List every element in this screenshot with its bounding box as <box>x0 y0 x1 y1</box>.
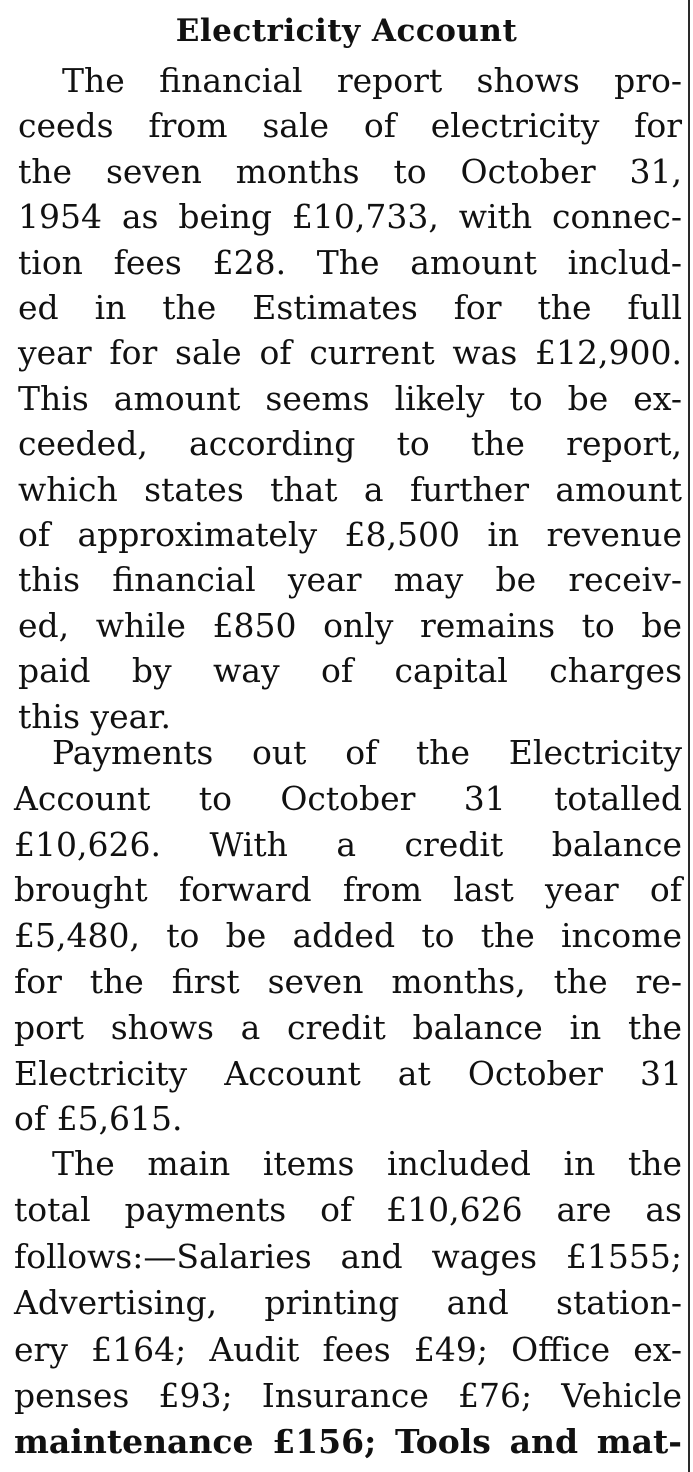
text-line <box>0 103 693 149</box>
text-line-content: port shows a credit balance in the <box>14 1007 682 1047</box>
text-line-content: £5,480, to be added to the income <box>14 916 682 956</box>
text-line <box>0 330 693 376</box>
text-line-content: Electricity Account at October 31 <box>14 1053 682 1093</box>
text-line <box>0 648 693 694</box>
text-line <box>0 376 693 422</box>
text-line <box>0 730 693 776</box>
text-line <box>0 1373 693 1419</box>
text-line <box>0 285 693 331</box>
text-line-content: ed, while £850 only remains to be <box>18 605 682 645</box>
text-line <box>0 467 693 513</box>
text-line-content: maintenance £156; Tools and mat- <box>14 1422 682 1462</box>
text-line <box>0 867 693 913</box>
text-line-content: 1954 as being £10,733, with connec- <box>18 197 682 237</box>
text-line-content: ceeds from sale of electricity for <box>18 106 682 146</box>
text-line <box>0 1419 693 1465</box>
text-line-content: the seven months to October 31, <box>18 151 682 191</box>
text-line-content: penses £93; Insurance £76; Vehicle <box>14 1376 682 1415</box>
text-line <box>0 557 693 603</box>
text-line-content: of £5,615. <box>14 1099 183 1139</box>
text-line <box>0 1234 693 1280</box>
text-line <box>0 194 693 240</box>
article-heading: Electricity Account <box>175 13 518 49</box>
text-line-content: this financial year may be receiv- <box>18 560 682 600</box>
text-line-content: paid by way of capital charges <box>18 651 682 691</box>
text-line-content: tion fees £28. The amount includ- <box>18 242 682 282</box>
text-line-content: total payments of £10,626 are as <box>14 1190 682 1230</box>
text-line-content: Payments out of the Electricity <box>52 733 682 772</box>
text-line <box>0 822 693 868</box>
text-line-content: Account to October 31 totalled <box>14 778 682 818</box>
text-line <box>0 58 693 104</box>
text-line <box>0 776 693 822</box>
text-line <box>0 1051 693 1097</box>
text-line-content: brought forward from last year of <box>14 870 682 910</box>
text-line-content: for the first seven months, the re- <box>14 962 682 1001</box>
text-line <box>0 421 693 467</box>
text-line-content: of approximately £8,500 in revenue <box>18 515 682 554</box>
text-line-content: The financial report shows pro- <box>62 61 682 100</box>
text-line-content: Advertising, printing and station- <box>14 1283 682 1323</box>
text-line <box>0 959 693 1005</box>
text-line-content: ery £164; Audit fees £49; Office ex- <box>14 1329 682 1369</box>
text-line-content: year for sale of current was £12,900. <box>18 333 682 373</box>
text-line-content: which states that a further amount <box>18 469 682 509</box>
text-line <box>0 1005 693 1051</box>
text-line <box>0 149 693 195</box>
text-line-content: this year. <box>18 696 171 736</box>
text-line <box>0 913 693 959</box>
text-line <box>0 1187 693 1233</box>
text-line <box>0 603 693 649</box>
text-line-content: The main items included in the <box>52 1144 682 1183</box>
text-line <box>0 512 693 558</box>
text-line-content: This amount seems likely to be ex- <box>18 378 682 418</box>
text-line <box>0 240 693 286</box>
text-line <box>0 1327 693 1373</box>
text-line <box>0 1096 693 1142</box>
text-line-content: ed in the Estimates for the full <box>18 288 682 327</box>
text-line-content: £10,626. With a credit balance <box>14 824 682 864</box>
text-line-content: ceeded, according to the report, <box>18 424 682 464</box>
text-line-content: follows:—Salaries and wages £1555; <box>14 1236 682 1276</box>
text-line <box>0 1141 693 1187</box>
text-line <box>0 1280 693 1326</box>
